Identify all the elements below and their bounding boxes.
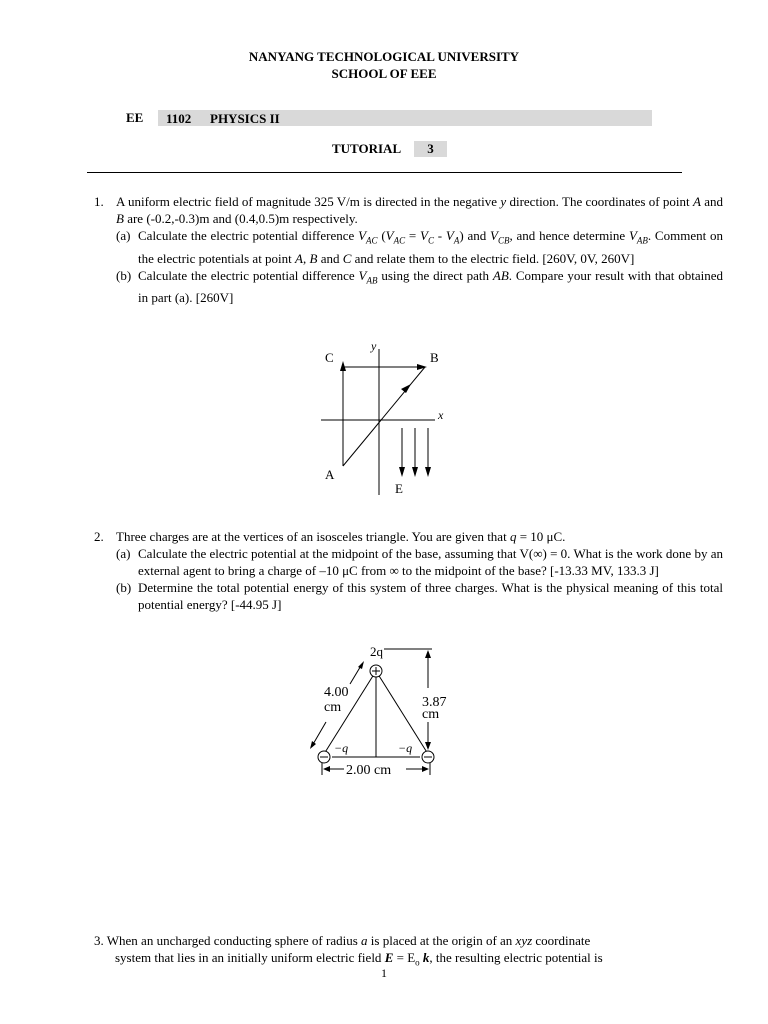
- course-title: PHYSICS II: [210, 111, 280, 126]
- university-name: NANYANG TECHNOLOGICAL UNIVERSITY: [248, 49, 520, 64]
- path-ab: [343, 367, 425, 466]
- question-3-number: 3.: [94, 933, 104, 948]
- question-2: [94, 528, 723, 613]
- course-dept: EE: [126, 110, 144, 125]
- question-1-number: 1.: [94, 194, 104, 209]
- field-arrow-3-icon: [425, 467, 431, 477]
- question-2-stem: Three charges are at the vertices of an isosceles triangle. You are given that q = 10 μC.: [116, 529, 566, 544]
- label-e: E: [395, 481, 403, 496]
- label-base: 2.00 cm: [346, 763, 392, 778]
- dim-left-down-arrow-icon: [310, 741, 316, 749]
- q1-figure: [315, 335, 450, 500]
- label-height-unit: cm: [422, 707, 440, 722]
- height-up-arrow-icon: [425, 650, 431, 658]
- course-code: 1102: [166, 111, 192, 126]
- field-arrow-2-icon: [412, 467, 418, 477]
- label-y: y: [371, 339, 377, 353]
- course-bar: [158, 110, 652, 126]
- tutorial-number: 3: [414, 141, 447, 157]
- tutorial-label: TUTORIAL: [332, 141, 402, 156]
- page-number: 1: [381, 966, 387, 980]
- label-top-charge: 2q: [370, 644, 383, 659]
- question-2-part-a: (a) Calculate the electric potential at the midpoint of the base, assuming that V(∞) = 0. What is the work done by an external agent to bring a charge of –10 μC from ∞ to the midpoint of the base? [-13.33 MV, 133.3 J]: [116, 546, 723, 578]
- arrow-cb-icon: [417, 364, 427, 370]
- field-arrow-1-icon: [399, 467, 405, 477]
- arrow-ab-icon: [401, 384, 411, 393]
- base-right-arrow-icon: [422, 766, 429, 772]
- question-1-stem: A uniform electric field of magnitude 325 V/m is directed in the negative y direction. The coordinates of point A and B are (-0.2,-0.3)m and (0.4,0.5)m respectively.: [116, 194, 724, 226]
- label-c: C: [325, 350, 334, 365]
- question-1: [94, 193, 724, 306]
- label-right-charge: −q: [398, 741, 413, 755]
- question-2-part-b: (b) Determine the total potential energy of this system of three charges. What is the physical meaning of this total potential energy? [-44.95 J]: [116, 580, 723, 612]
- question-3: 3. When an uncharged conducting sphere of radius a is placed at the origin of an xyz coordinate system that lies in an initially uniform electric field $E = E_o$ k, the resulting electric potential is: [94, 933, 603, 968]
- height-down-arrow-icon: [425, 742, 431, 750]
- dim-left-up-arrow-icon: [358, 661, 364, 669]
- header-divider: [87, 172, 682, 173]
- label-left-length: 4.00: [324, 685, 349, 700]
- dim-left-lower: [312, 722, 326, 746]
- base-left-arrow-icon: [323, 766, 330, 772]
- label-a: A: [325, 467, 335, 482]
- question-1-part-a: (a) Calculate the electric potential difference $V_{AC}$ $(V_{AC} = V_C - V_A)$ and $V_{CB}$, and hence determine $V_{AB}$. Comment on the electric potentials at point A, B and C and relate them to the electric field. [260V, 0V, 260V]: [116, 228, 723, 266]
- q2-figure: [298, 640, 458, 780]
- question-2-number: 2.: [94, 529, 104, 544]
- label-height: 3.87: [422, 695, 447, 710]
- arrow-ac-icon: [340, 361, 346, 371]
- label-b: B: [430, 350, 439, 365]
- label-x: x: [438, 408, 444, 422]
- question-1-part-b: (b) Calculate the electric potential difference $V_{AB}$ using the direct path AB. Compare your result with that obtained in part (a). [260V]: [116, 267, 723, 306]
- school-name: SCHOOL OF EEE: [331, 66, 437, 81]
- label-left-unit: cm: [324, 700, 342, 715]
- label-left-charge: −q: [334, 741, 349, 755]
